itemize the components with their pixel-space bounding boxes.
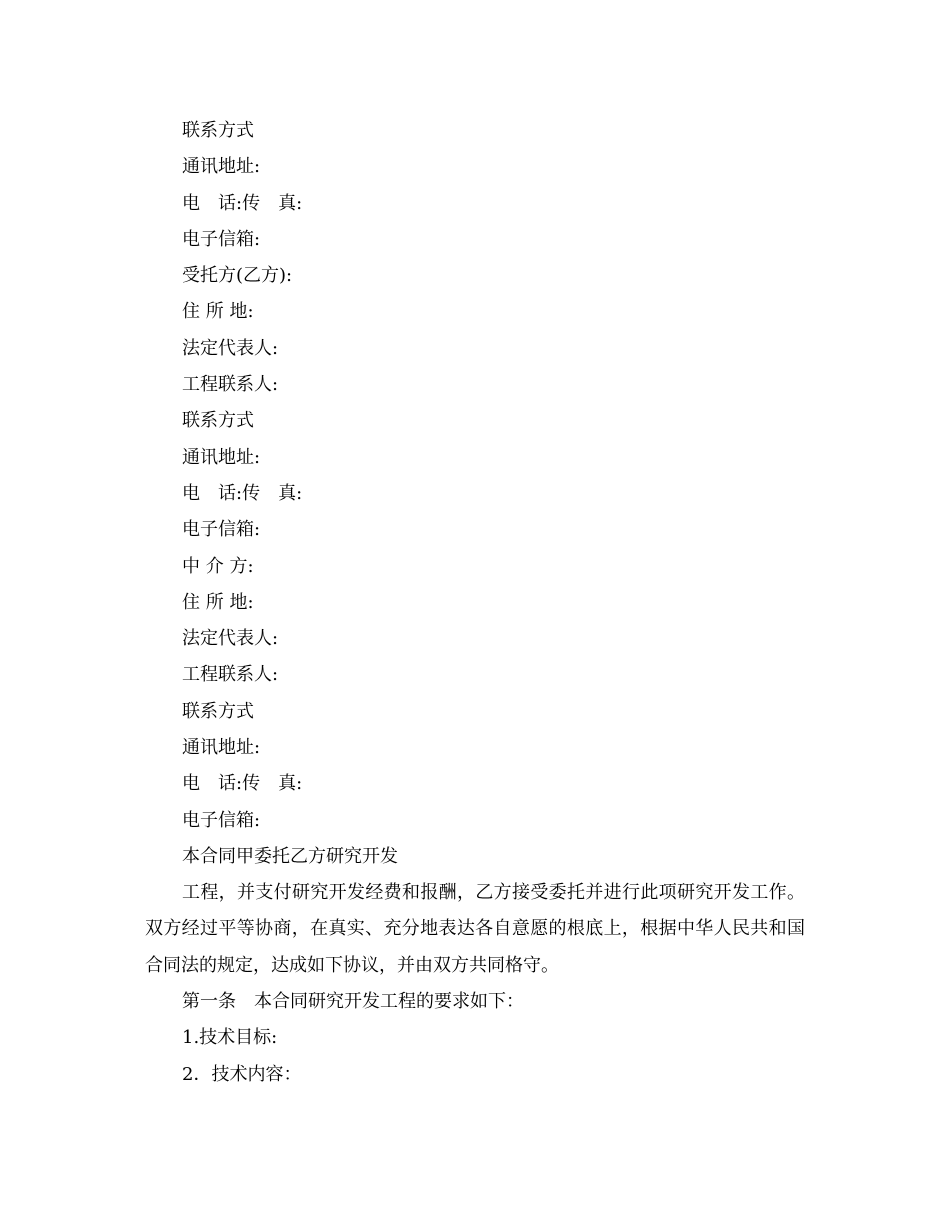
article-one-heading: 第一条 本合同研究开发工程的要求如下： [182,991,524,1012]
line-mailing-address-1: 通讯地址: [182,156,261,178]
line-contract-intro: 本合同甲委托乙方研究开发 [182,845,398,867]
line-mailing-address-3: 通讯地址: [182,737,261,759]
technical-content: 2．技术内容： [182,1063,302,1085]
line-domicile-2: 住 所 地: [182,591,254,613]
line-email-2: 电子信箱: [182,519,261,541]
line-email-1: 电子信箱: [182,228,261,250]
line-email-3: 电子信箱: [182,809,261,831]
line-project-contact-1: 工程联系人: [182,374,279,396]
line-contact-method-3: 联系方式 [182,700,254,722]
line-contact-method-1: 联系方式 [182,120,254,141]
line-domicile-1: 住 所 地: [182,301,254,323]
line-phone-fax-1: 电 话:传 真: [182,192,303,214]
contract-article-lines [0,984,950,1093]
line-phone-fax-3: 电 话:传 真: [182,773,303,795]
line-contact-method-2: 联系方式 [182,410,254,432]
line-legal-representative-2: 法定代表人: [182,628,279,650]
contract-party-lines [0,113,950,875]
technical-objective: 1.技术目标: [182,1027,278,1049]
line-project-contact-2: 工程联系人: [182,664,279,686]
line-intermediary-party: 中 介 方: [182,555,254,577]
line-trustee-party: 受托方(乙方): [182,265,293,287]
contract-body-paragraph: 工程，并支付研究开发经费和报酬，乙方接受委托并进行此项研究开发工作。双方经过平等协商，在真实、充分地表达各自意愿的根底上，根据中华人民共和国合同法的规定，达成如下协议，并由双方共同格守。 [145,882,805,976]
line-phone-fax-2: 电 话:传 真: [182,482,303,504]
line-legal-representative-1: 法定代表人: [182,337,279,359]
line-mailing-address-2: 通讯地址: [182,446,261,468]
